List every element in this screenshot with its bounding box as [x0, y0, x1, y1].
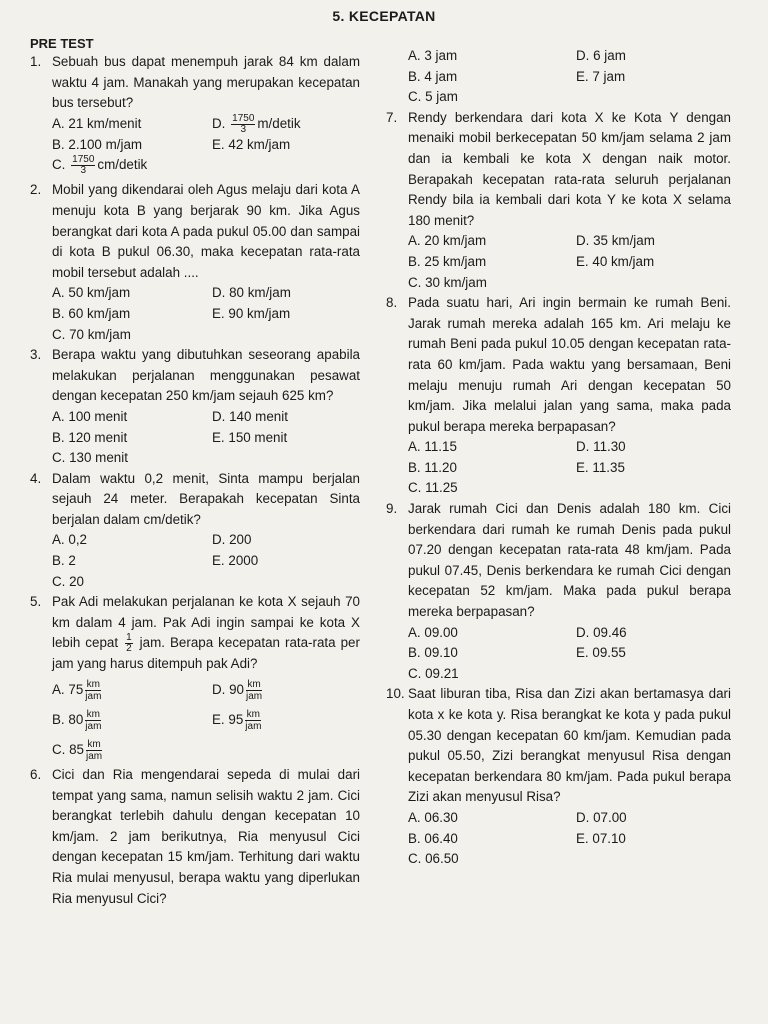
option-c: C. 11.25: [408, 480, 458, 496]
option-e: E. 2000: [212, 553, 259, 569]
option-b: B. 60 km/jam: [52, 305, 131, 321]
question-text: Jarak rumah Cici dan Denis adalah 180 km. Cici berkendara dari rumah ke rumah Denis pada pukul 07.20 dengan kecepatan rata-rata 48 km/jam. Pada pukul 07.45, Denis berkendara ke rumah Cici dengan kecepatan 52 km/jam. Maka pada pukul berapa mereka berpapasan?: [408, 501, 731, 620]
question-number: 10.: [386, 686, 405, 702]
question-text: Cici dan Ria mengendarai sepeda di mulai dari tempat yang sama, namun selisih waktu 2 jam. Cici berangkat terlebih dahulu dengan kecepatan 10 km/jam. 2 jam berikutnya, Ria menyusul Cici dengan kecepatan 15 km/jam. Terhitung dari waktu Ria mulai menyusul, berapa waktu yang diperlukan Ria menyusul Cici?: [52, 767, 360, 906]
option-c: C. 85 km jam: [52, 738, 103, 762]
question-number: 6.: [30, 767, 42, 783]
question-7: [386, 108, 731, 293]
option-a: A. 75 km jam: [52, 678, 102, 702]
option-e: E. 42 km/jam: [212, 136, 291, 152]
option-d: D. 140 menit: [212, 408, 288, 424]
question-1: [30, 52, 360, 176]
option-b: B. 2.100 m/jam: [52, 136, 143, 152]
option-c: C. 130 menit: [52, 450, 128, 466]
option-a: A. 09.00: [408, 624, 458, 640]
question-8: [386, 293, 731, 499]
fraction-half: $\frac{1}{2}$: [126, 632, 132, 655]
option-a: A. 0,2: [52, 532, 87, 548]
option-c: C. 09.21: [408, 665, 459, 681]
question-text: Mobil yang dikendarai oleh Agus melaju dari kota A menuju kota B yang berjarak 90 km. Jika Agus berangkat dari kota A pada pukul 05.00 dan sampai di kota B pukul 06.30, maka kecepatan rata-rata mobil tersebut adalah ....: [52, 182, 360, 280]
option-d: D. 35 km/jam: [576, 233, 655, 249]
option-d: D. 80 km/jam: [212, 285, 291, 301]
option-c: C. 20: [52, 573, 85, 589]
question-number: 1.: [30, 54, 42, 69]
option-d: D. 90 km jam: [212, 678, 263, 702]
section-label: PRE TEST: [30, 36, 94, 51]
option-a: A. 3 jam: [408, 48, 458, 63]
options: [52, 407, 360, 469]
options: [408, 623, 731, 685]
option-e: E. 09.55: [576, 645, 626, 661]
options: [408, 231, 731, 293]
option-a: A. 100 menit: [52, 408, 128, 424]
question-6: [30, 765, 360, 909]
option-d: D. 11.30: [576, 439, 626, 455]
option-e: E. 7 jam: [576, 68, 626, 84]
question-3: [30, 345, 360, 469]
option-c: C. 06.50: [408, 851, 459, 867]
fraction: $\frac{1750}{3}$: [232, 112, 255, 135]
options: [408, 46, 731, 108]
question-number: 3.: [30, 347, 42, 363]
option-c: C. $\frac{1750}{3}$ cm/detik: [52, 154, 148, 177]
question-number: 4.: [30, 470, 42, 486]
option-d: D. $\frac{1750}{3}$ m/detik: [212, 112, 301, 135]
question-text: Pada suatu hari, Ari ingin bermain ke rumah Beni. Jarak rumah mereka adalah 165 km. Ari melaju ke rumah Beni pada pukul 10.05 dengan kecepatan rata-rata 60 km/jam. Pada waktu yang bersamaan, Beni melaju menuju rumah Ari dengan kecepatan 50 km/jam. Jika melalui jalan yang sama, maka pada pukul berapa mereka berpapasan?: [408, 295, 731, 434]
question-number: 7.: [386, 109, 398, 125]
options: [408, 808, 731, 870]
question-5: [30, 592, 360, 765]
option-d: D. 6 jam: [576, 48, 626, 63]
option-b: B. 80 km jam: [52, 708, 102, 732]
question-number: 8.: [386, 295, 398, 311]
question-text: Sebuah bus dapat menempuh jarak 84 km dalam waktu 4 jam. Manakah yang merupakan kecepatan bus tersebut?: [52, 54, 360, 111]
option-a: A. 21 km/menit: [52, 115, 142, 131]
option-c: C. 70 km/jam: [52, 326, 131, 342]
question-number: 9.: [386, 501, 398, 517]
option-d: D. 07.00: [576, 809, 627, 825]
question-6-options: [386, 46, 731, 108]
option-e: E. 95 km jam: [212, 708, 262, 732]
question-10: [386, 684, 731, 869]
option-b: B. 2: [52, 553, 76, 569]
question-text: Dalam waktu 0,2 menit, Sinta mampu berjalan sejauh 24 meter. Berapakah kecepatan Sinta berjalan dalam cm/detik?: [52, 470, 360, 527]
left-column: [30, 46, 360, 909]
option-e: E. 07.10: [576, 830, 626, 846]
question-text: Berapa waktu yang dibutuhkan seseorang apabila melakukan perjalanan menggunakan pesawat dengan kecepatan 250 km/jam sejauh 625 km?: [52, 347, 360, 404]
question-number: 5.: [30, 594, 42, 610]
option-c: C. 5 jam: [408, 89, 458, 105]
question-9: [386, 499, 731, 684]
page-title: 5. KECEPATAN: [332, 8, 436, 24]
options: [52, 530, 360, 592]
option-e: E. 40 km/jam: [576, 253, 655, 269]
option-d: D. 200: [212, 532, 252, 548]
options: [52, 114, 360, 177]
option-c: C. 30 km/jam: [408, 274, 487, 290]
option-a: A. 50 km/jam: [52, 285, 131, 301]
option-a: A. 20 km/jam: [408, 233, 487, 249]
option-e: E. 90 km/jam: [212, 305, 291, 321]
option-d: D. 09.46: [576, 624, 627, 640]
options: [52, 283, 360, 345]
question-text: Saat liburan tiba, Risa dan Zizi akan bertamasya dari kota x ke kota y. Risa berangkat ke kota y pada pukul 05.30 dengan kecepatan 60 km/jam. Kemudian pada pukul 05.50, Zizi berangkat menyusul Risa dengan kecepatan berkendara 80 km/jam. Pada pukul berapa Zizi akan menyusul Risa?: [408, 686, 731, 805]
option-b: B. 4 jam: [408, 68, 458, 84]
option-e: E. 11.35: [576, 459, 625, 475]
option-b: B. 11.20: [408, 459, 457, 475]
question-text: Pak Adi melakukan perjalanan ke kota X sejauh 70 km dalam 4 jam. Pak Adi ingin sampai ke kota X lebih cepat $\frac{1}{2}$ jam. Berapa kecepatan rata-rata per jam yang harus ditempuh pak Adi?: [52, 594, 360, 672]
question-2: [30, 180, 360, 345]
question-4: [30, 469, 360, 593]
fraction: $\frac{1750}{3}$: [72, 154, 95, 177]
option-e: E. 150 menit: [212, 429, 288, 445]
question-number: 2.: [30, 182, 42, 198]
option-b: B. 25 km/jam: [408, 253, 487, 269]
right-column: [386, 46, 731, 870]
option-b: B. 09.10: [408, 645, 458, 661]
options: [52, 675, 360, 765]
option-b: B. 120 menit: [52, 429, 128, 445]
options: [408, 437, 731, 499]
option-a: A. 06.30: [408, 809, 458, 825]
option-b: B. 06.40: [408, 830, 458, 846]
option-a: A. 11.15: [408, 439, 457, 455]
question-text: Rendy berkendara dari kota X ke Kota Y dengan menaiki mobil berkecepatan 50 km/jam selama 2 jam dan ia kembali ke kota X dengan naik motor. Berapakah kecepatan rata-rata seluruh perjalanan Rendy bila ia kembali dari kota Y ke kota X selama 180 menit?: [408, 109, 731, 228]
